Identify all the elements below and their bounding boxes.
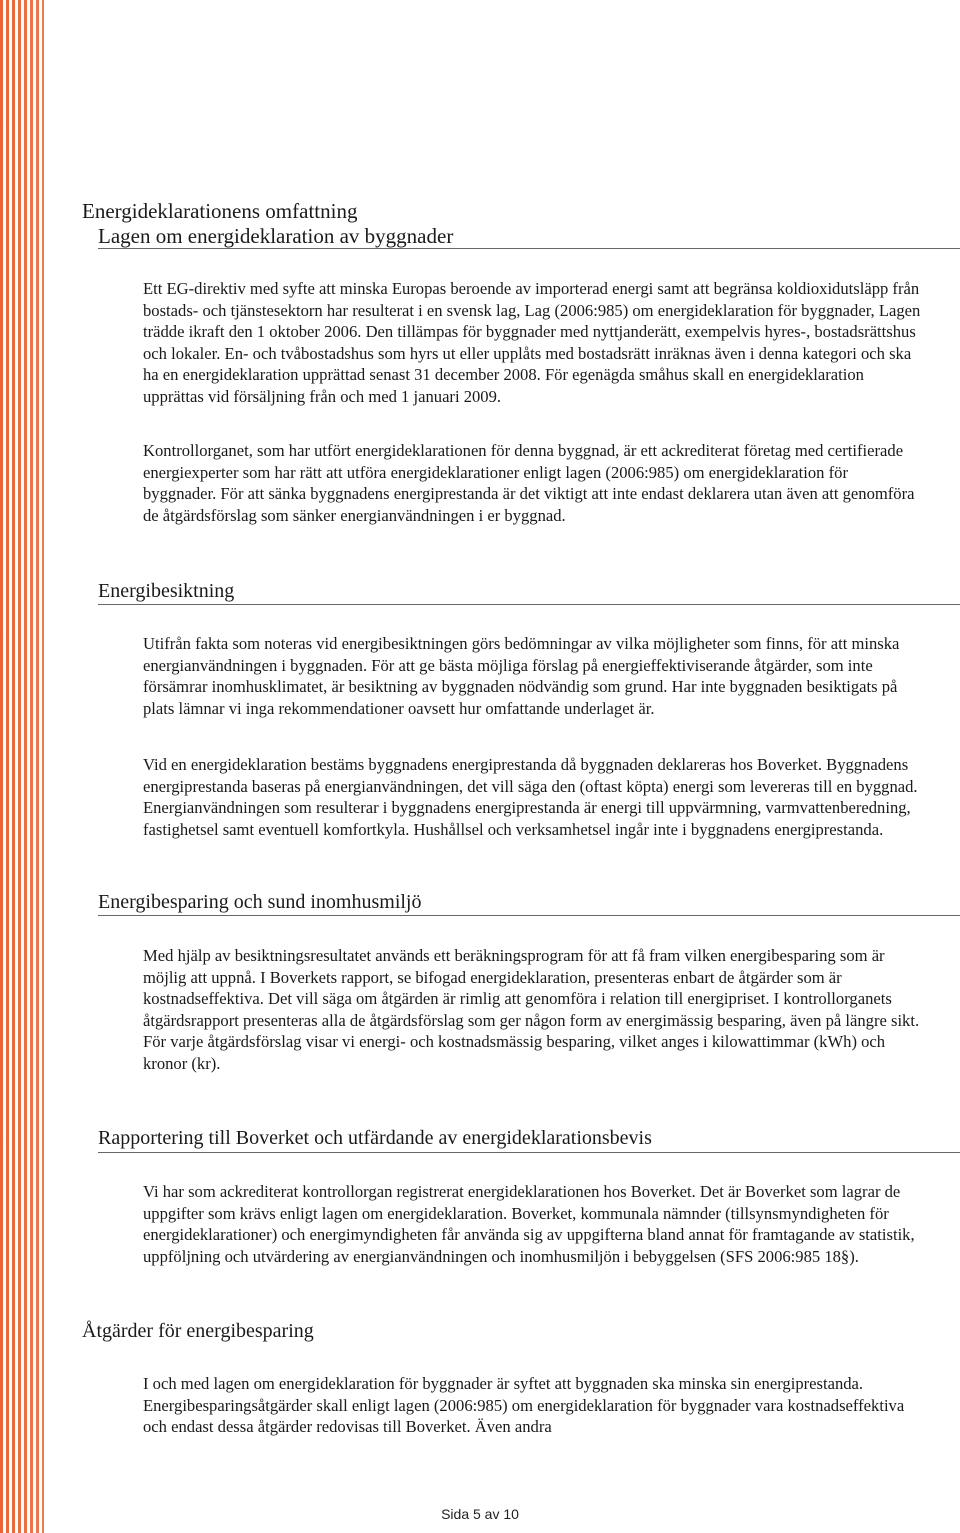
body-paragraph: Vid en energideklaration bestäms byggnadens energiprestanda då byggnaden deklareras hos Boverket. Byggnadens energiprestanda baseras på energianvändningen, det vill säga den (oftast köpta) energi som levereras till en byggnad. Energianvändningen som resulterar i byggnadens energiprestanda är energi till uppvärmning, varmvattenberedning, fastighetsel samt eventuell komfortkyla. Hushållsel och verksamhetsel ingår inte i byggnadens energiprestanda. bbox=[143, 755, 918, 839]
heading-divider bbox=[98, 915, 960, 916]
section-heading-rapportering: Rapportering till Boverket och utfärdande av energideklarationsbevis bbox=[98, 1127, 652, 1149]
body-paragraph: I och med lagen om energideklaration för byggnader är syftet att byggnaden ska minska sin energiprestanda. Energibesparingsåtgärder skall enligt lagen (2006:985) om energideklaration för byggnader vara kostnadseffektiva och endast dessa åtgärder redovisas till Boverket. Även andra bbox=[143, 1374, 905, 1437]
body-paragraph: Med hjälp av besiktningsresultatet används ett beräkningsprogram för att få fram vilken energibesparing som är möjlig att uppnå. I Boverkets rapport, se bifogad energideklaration, presenteras enbart de åtgärder som är kostnadseffektiva. Det vill säga om åtgärden är rimlig att genomföra i relation till energipriset. I kontrollorganets åtgärdsrapport presenteras alla de åtgärdsförslag som ger någon form av energimässig besparing, även på längre sikt. För varje åtgärdsförslag visar vi energi- och kostnadsmässig besparing, vilket anges i kilowattimmar (kWh) och kronor (kr). bbox=[143, 946, 920, 1073]
body-paragraph: Vi har som ackrediterat kontrollorgan registrerat energideklarationen hos Boverket. Det är Boverket som lagrar de uppgifter som krävs enligt lagen om energideklaration. Boverket, kommunala nämnder (tillsynsmyndigheten för energideklarationer) och energimyndigheten får använda sig av uppgifterna bland annat för framtagande av statistik, uppföljning och utvärdering av energianvändningen och inomhusmiljön i bebyggelsen (SFS 2006:985 18§). bbox=[143, 1182, 915, 1266]
body-paragraph: Kontrollorganet, som har utfört energideklarationen för denna byggnad, är ett ackrediterat företag med certifierade energiexperter som har rätt att utföra energideklarationer enligt lagen (2006:985) om energideklaration för byggnader. För att sänka byggnadens energiprestanda är det viktigt att inte endast deklarera utan även att genomföra de åtgärdsförslag som sänker energianvändningen i er byggnad. bbox=[143, 441, 915, 525]
heading-divider bbox=[98, 1152, 960, 1153]
page-subtitle: Lagen om energideklaration av byggnader bbox=[98, 224, 454, 248]
heading-divider bbox=[98, 248, 960, 249]
section-heading-atgarder: Åtgärder för energibesparing bbox=[82, 1320, 314, 1342]
heading-divider bbox=[98, 604, 960, 605]
page-title: Energideklarationens omfattning bbox=[82, 199, 358, 223]
page-number: Sida 5 av 10 bbox=[441, 1506, 519, 1522]
section-heading-energibesiktning: Energibesiktning bbox=[98, 580, 235, 602]
decorative-edge-bar bbox=[0, 0, 44, 1533]
body-paragraph: Ett EG-direktiv med syfte att minska Europas beroende av importerad energi samt att begränsa koldioxidutsläpp från bostads- och tjänstesektorn har resulterat i en svensk lag, Lag (2006:985) om energideklaration för byggnader, Lagen trädde ikraft den 1 oktober 2006. Den tillämpas för byggnader med nyttjanderätt, exempelvis hyres-, bostadsrättshus och lokaler. En- och tvåbostadshus som hyrs ut eller upplåts med bostadsrätt inräknas även i denna kategori och ska ha en energideklaration upprättad senast 31 december 2008. För egenägda småhus skall en energideklaration upprättas vid försäljning från och med 1 januari 2009. bbox=[143, 279, 921, 406]
section-heading-energibesparing: Energibesparing och sund inomhusmiljö bbox=[98, 891, 422, 913]
body-paragraph: Utifrån fakta som noteras vid energibesiktningen görs bedömningar av vilka möjligheter som finns, för att minska energianvändningen i byggnaden. För att ge bästa möjliga förslag på energieffektiviserande åtgärder, som inte försämrar inomhusklimatet, är besiktning av byggnaden nödvändig som grund. Har inte byggnaden besiktigats på plats lämnar vi inga rekommendationer oavsett hur omfattande underlaget är. bbox=[143, 634, 900, 718]
